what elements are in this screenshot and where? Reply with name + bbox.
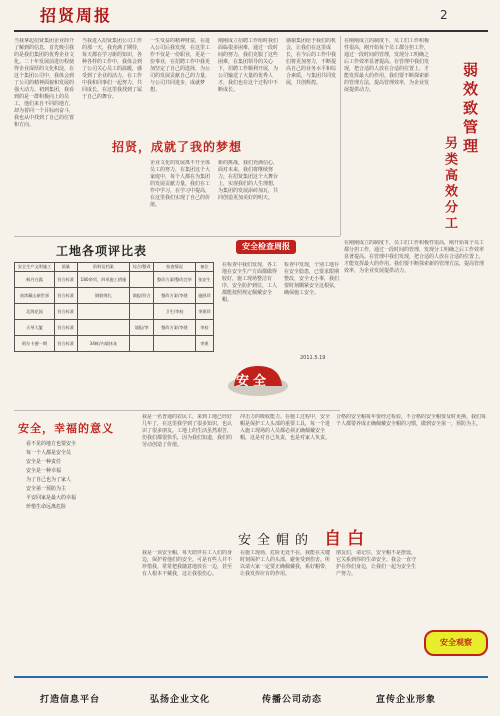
section-divider: [14, 236, 340, 237]
section-divider: [14, 410, 340, 411]
table-cell: 符合标准: [54, 272, 77, 288]
helmet-section-title: [238, 524, 370, 549]
table-cell: 卫生/李桂: [154, 304, 195, 320]
right-column-body: 在刚刚成立的制度下，员工们工作积极性很高，刚开始每个员工都分担工作，通过一段时间的管理，发现分工明确之后工作效率显著提高。在管理中我们发现，把合适的人放在合适的位置上，才能发挥最大的作用。我们要不断探索新的管理方法，提高管理效率，为企业发展提供动力。: [344, 38, 430, 93]
poem-line: 为了自己也为了家人: [26, 477, 72, 483]
top-article-col1: 当我拿起招贤集团企业简介了解到的信息，首先吸引我的是我们集团的优秀企业文化。二十年发展前进历程使得企业深厚的文化积淀，在这个集团公司中，我体会到了公司的精神面貌和发展的强大动力。初到集团，我看到的是一群积极向上的员工，他们来自不同的地方，却为着同一个目标而奋斗，我也从中找到了自己的位置和方向。: [14, 38, 75, 128]
safety-col2: 检查中发现，个别工地存在安全隐患，已要求限期整改，安全无小事，我们要时刻绷紧安全这根弦，确保施工安全。: [284, 262, 340, 296]
vertical-title-1: 弱效致管理: [461, 62, 479, 157]
table-row: [15, 272, 214, 288]
table-cell: 整改方案/李建: [154, 288, 195, 304]
footer-item: 传播公司动态: [262, 695, 323, 705]
top-article-lower-col3: 感谢集团给予我们的机会，让我们在这里成长，在今后的工作中我们将更加努力，不断提高自己的业务水平和综合素质，与集团共同发展，共创辉煌。: [286, 38, 336, 86]
table-header-cell: 备注: [195, 263, 213, 272]
table-cell: 34栋/内墙抹灰: [77, 336, 130, 352]
column-divider: [340, 36, 341, 236]
safety-check-banner: 安全检查周报: [236, 240, 296, 254]
table-cell: 符合标准: [54, 288, 77, 304]
poem-line: 珍惜生命远离危险: [26, 504, 67, 510]
vertical-title-2: 另类高效分工: [442, 136, 457, 232]
table-row: [15, 320, 214, 336]
table-cell: 李建珍: [195, 304, 213, 320]
table-cell: 填报/李: [130, 320, 154, 336]
table-cell: [130, 304, 154, 320]
table-row: [15, 336, 214, 352]
table-cell: 南湾藏山新世界: [15, 288, 55, 304]
table-header-cell: 检查情况: [154, 263, 195, 272]
table-cell: 天琴大厦: [15, 320, 55, 336]
right-column-lower: 在刚刚成立的制度下，员工们工作积极性很高，刚开始每个员工都分担工作，通过一段时间的管理，发现分工明确之后工作效率显著提高。在管理中我们发现，把合适的人放在合适的位置上，才能发挥最大的作用。我们要不断探索新的管理方法，提高管理效率，为企业发展提供动力。: [344, 240, 484, 274]
table-cell: [130, 272, 154, 288]
table-cell: 张安生: [195, 272, 213, 288]
safety-watch-badge: 安全观察: [424, 630, 488, 656]
middle-article-col3: 合格的安全帽每年要经过检验，不合格的安全帽要及时更换。我们每个人都要养成正确佩戴安全帽的习惯，做到安全第一，预防为主。: [336, 414, 486, 427]
table-cell: 180余项、四项施工措施: [77, 272, 130, 288]
table-cell: 符合标准: [54, 336, 77, 352]
middle-article-col1: 我是一名普通的农民工，来到工地已经好几年了，在这里我学到了很多知识，也认识了很多朋友。工地上的生活虽然艰苦，但我们都很快乐，因为我们知道，我们的劳动创造了价值。: [142, 414, 233, 448]
helmet-col3: 朋友们，请记住，安全帽不是摆设，它关系到你的生命安全。我会一直守护在你们身边，让我们一起为安全生产努力。: [336, 550, 416, 577]
table-cell: 钢筋绑扎: [77, 288, 130, 304]
helmet-col2: 在施工现场，危险无处不在，我能在关键时刻保护工人的头部，避免受到伤害。所以请大家一定要正确佩戴我，系好帽带，让我发挥应有的作用。: [240, 550, 330, 577]
poem-line: 看不见的地方也要安全: [26, 441, 77, 447]
table-cell: [77, 320, 130, 336]
helmet-title-prefix: 安全帽的: [238, 533, 315, 548]
middle-article-col2: 冲击力的吸收能力。在施工过程中，安全帽是保护工人头部的重要工具，每一个进入施工现场的人员都必须正确佩戴安全帽，这是对自己负责，也是对家人负责。: [240, 414, 330, 441]
poem-line: 每一个人都是安全员: [26, 450, 72, 456]
page-number: 2: [440, 8, 448, 22]
helmet-stamp-text: 安全: [236, 374, 271, 389]
table-cell: 枫丹白露: [15, 272, 55, 288]
helmet-title-highlight: 自白: [324, 529, 371, 549]
table-header-cell: 资料及档案: [77, 263, 130, 272]
table-title: 工地各项评比表: [56, 244, 148, 258]
table-cell: 整改方案/李建: [154, 320, 195, 336]
happiness-title: 安全，幸福的意义: [18, 422, 114, 435]
safety-col1: 在检查中我们发现，各工地在安全生产方面都做得较好，施工现场整洁有序，安全防护到位，工人都能按照规定佩戴安全帽。: [222, 262, 278, 303]
footer-item: 打造信息平台: [40, 695, 101, 705]
top-article-lower-col1: 企业文化的发展离不开全体员工的努力，在集团这个大家庭中，每个人都在为集团的发展贡献力量，我们在工作中学习，在学习中提高，在这里我们实现了自己的价值。: [150, 160, 211, 208]
table-cell: 符合标准: [54, 320, 77, 336]
happiness-poem: [26, 440, 136, 512]
table-cell: [130, 336, 154, 352]
table-cell: 李桂: [195, 320, 213, 336]
top-article-col3: 一生受益的精神财富，在进入公司后我发现，在这里工作不仅是一份职业，更是一份事业，在招聘工作中我更加坚定了自己的选择，为公司的发展贡献自己的力量，与公司共同进步，成就梦想。: [150, 38, 211, 93]
top-article-col4: 刚刚成立招聘工作组时我们面临很多困难，通过一段时间的努力，我们克服了这些困难，在集团领导的关心下，招聘工作顺利开展，为公司输送了大量的优秀人才，我们也在这个过程中不断成长。: [218, 38, 279, 93]
masthead: 招贤周报: [40, 6, 113, 25]
table-cell: 阿尔卡德一期: [15, 336, 55, 352]
table-row: [15, 304, 214, 320]
table-cell: [77, 304, 130, 320]
footer-item: 弘扬企业文化: [150, 695, 211, 705]
safety-date: 2011.5.19: [300, 355, 326, 361]
top-article-col2: 当我进入招贤集团公司工作的那一天，我充满了期待，每天都在学习新的知识，各种各样的工作中，我体会到了公司关心员工的温暖，感受到了企业的活力，在工作中我和同事们一起努力，共同成长，在这里我找到了属于自己的舞台。: [82, 38, 143, 100]
table-cell: 整改方案/整改完毕: [154, 272, 195, 288]
table-cell: 符合标准: [54, 304, 77, 320]
header-rule: [14, 30, 488, 32]
table-header-row: [15, 263, 214, 272]
evaluation-table: [14, 262, 214, 352]
article-subtitle: 招贤，成就了我的梦想: [112, 140, 243, 154]
top-article-lower-col2: 新的挑战，我们充满信心，面对未来，我们将继续努力，在招贤集团这个大舞台上，实现我们的人生理想，为集团的发展添砖加瓦，共同创造更加美好的明天。: [218, 160, 279, 201]
table-header-cell: 质量: [54, 263, 77, 272]
table-cell: 施照珍: [195, 288, 213, 304]
table-header-cell: 综合/整改: [130, 263, 154, 272]
footer-rule: [14, 676, 488, 678]
table-cell: 北海花园: [15, 304, 55, 320]
poem-line: 安全是一种幸福: [26, 468, 62, 474]
table-header-cell: 安全生产文明施工: [15, 263, 55, 272]
helmet-col1: 我是一顶安全帽，每天陪伴在工人们的身边，保护着他们的安全。可是有些人并不珍惜我，常常把我随意地放在一边，甚至有人根本不戴我，这让我很伤心。: [142, 550, 233, 577]
table-row: [15, 288, 214, 304]
poem-line: 平安回家是最大的幸福: [26, 495, 77, 501]
table-cell: [154, 336, 195, 352]
table-cell: 填报/符合: [130, 288, 154, 304]
footer-item: 宣传企业形象: [376, 695, 437, 705]
poem-line: 安全是一种责任: [26, 459, 62, 465]
table-cell: 李建: [195, 336, 213, 352]
poem-line: 安全第一预防为主: [26, 486, 67, 492]
